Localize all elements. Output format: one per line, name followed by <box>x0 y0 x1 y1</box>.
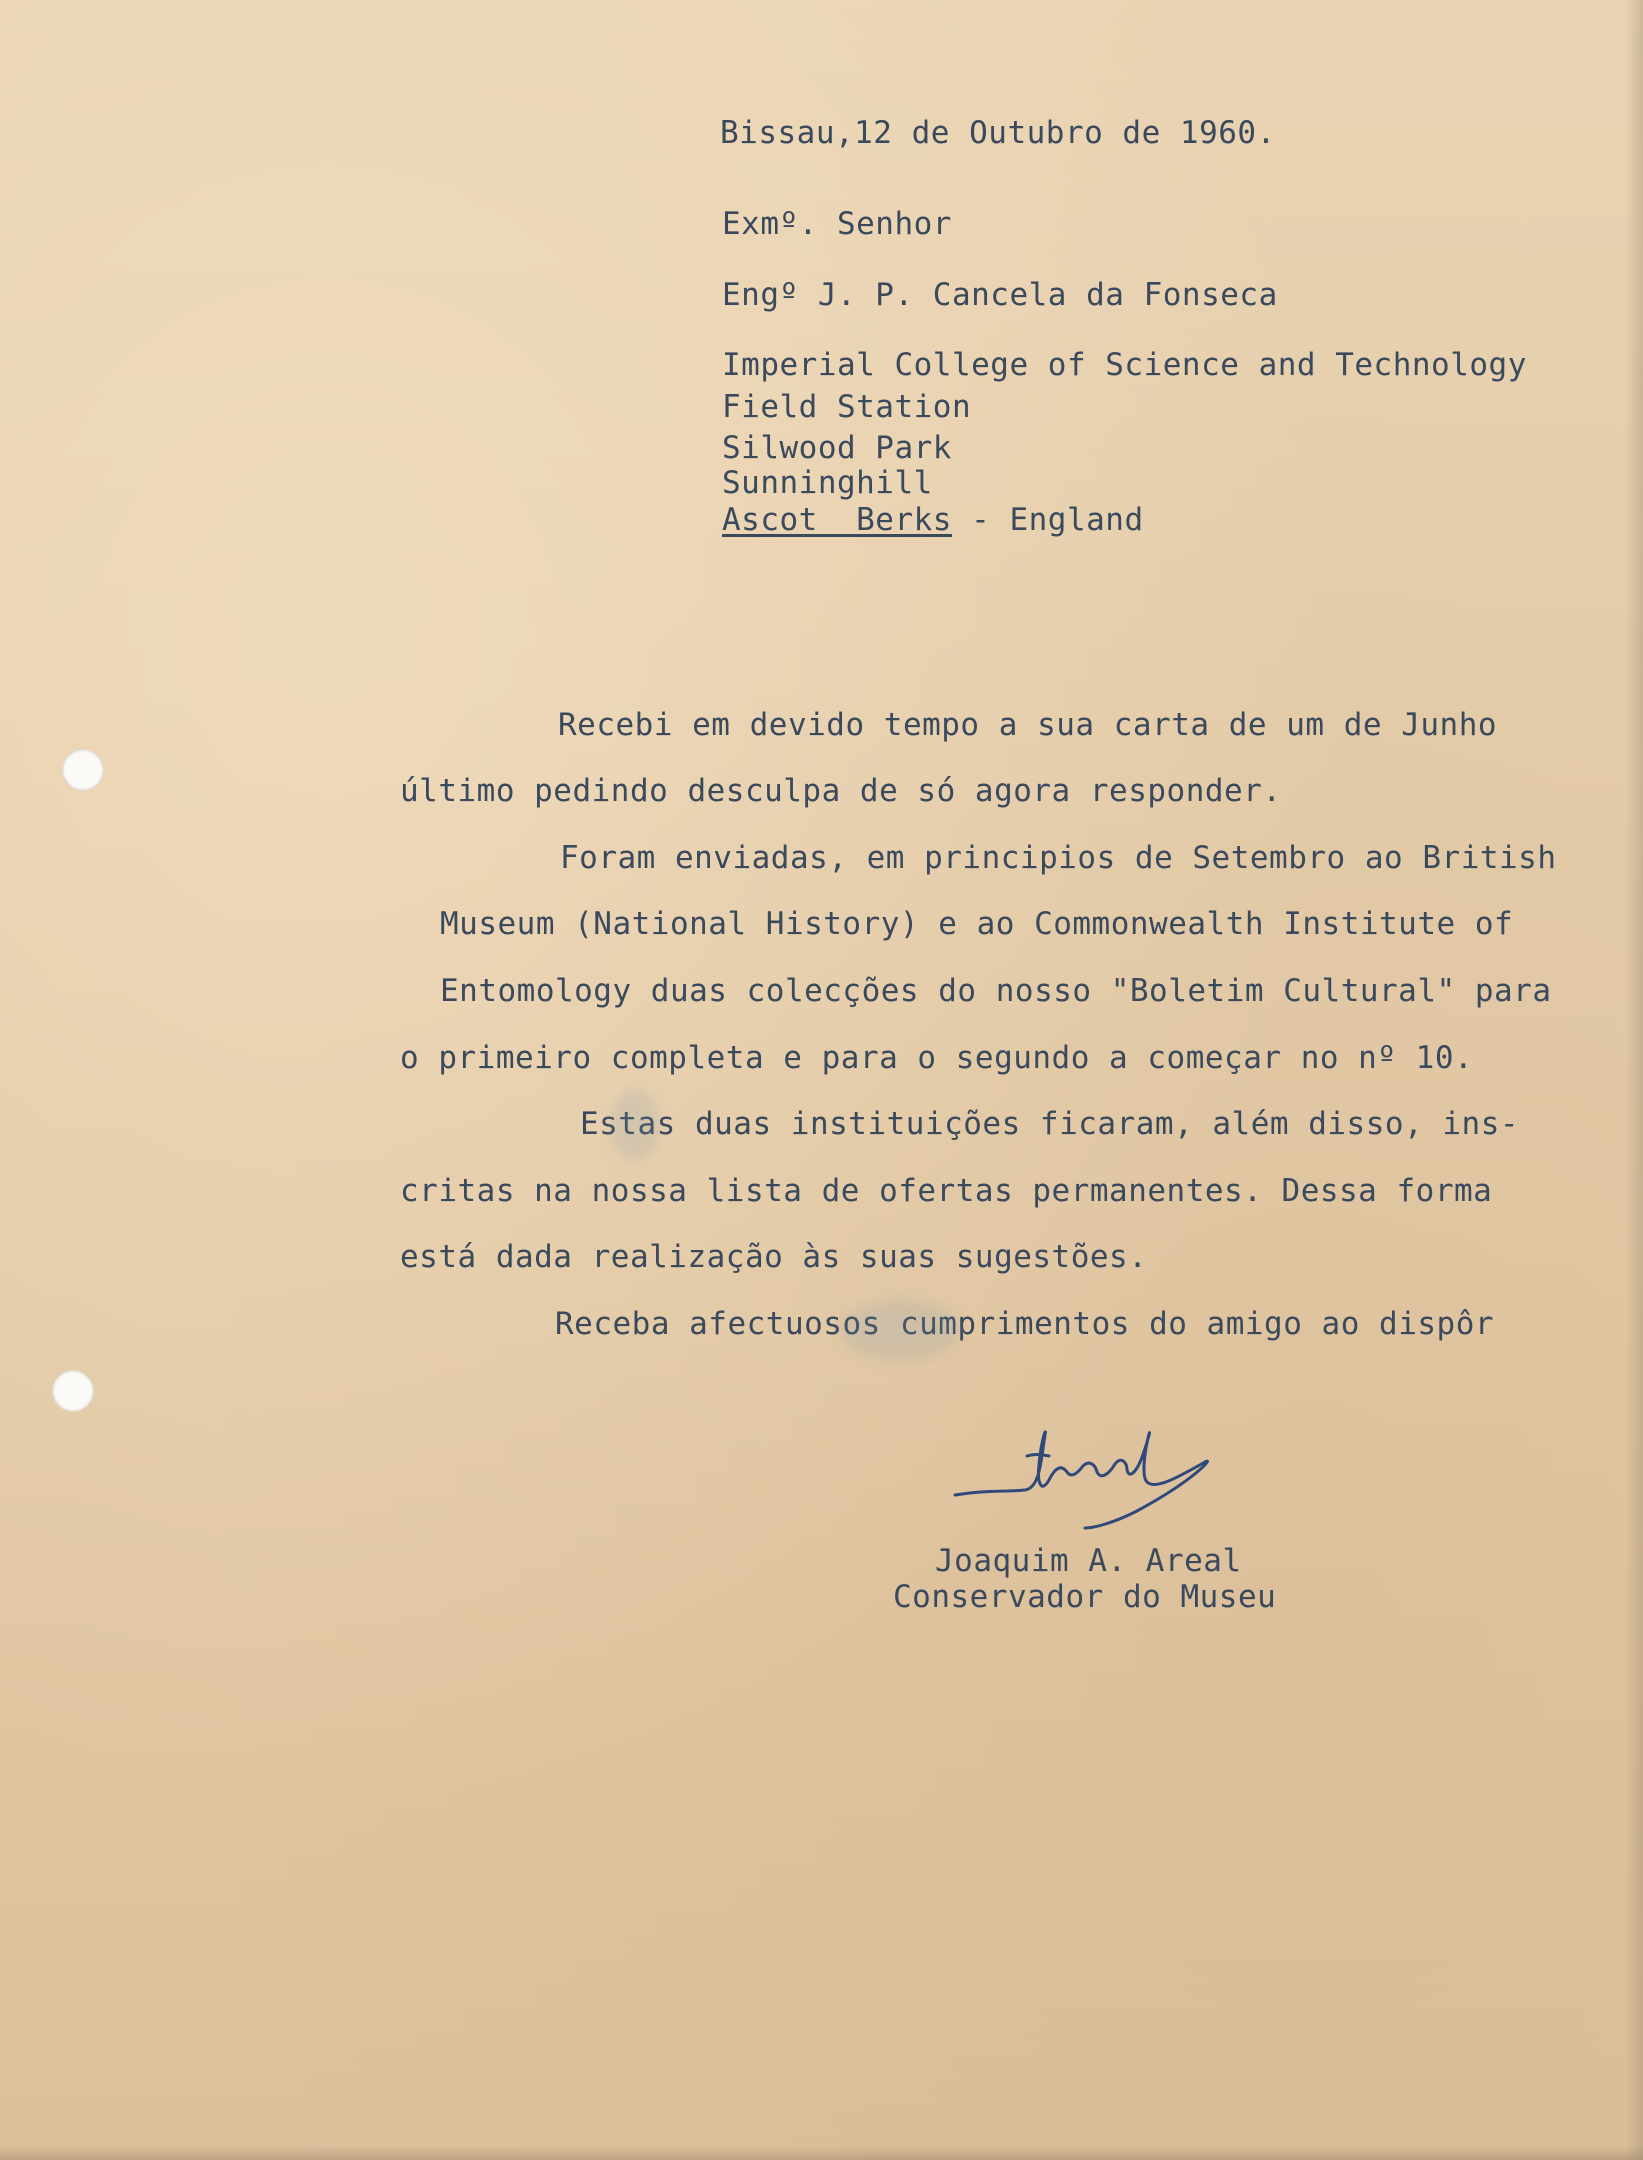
signer-name: Joaquim A. Areal <box>935 1543 1242 1579</box>
ink-smudge <box>840 1300 960 1360</box>
body-line-7: Estas duas instituições ficaram, além disso, ins- <box>580 1106 1520 1142</box>
punch-hole-bottom <box>52 1370 94 1412</box>
recipient-address-line-4: Sunninghill <box>722 465 933 501</box>
paper-edge-right <box>1625 0 1643 2160</box>
recipient-address-line-1: Imperial College of Science and Technology <box>722 347 1527 383</box>
body-line-10: Receba afectuosos cumprimentos do amigo ao dispôr <box>555 1306 1495 1342</box>
salutation: Exmº. Senhor <box>722 206 952 242</box>
body-line-2: último pedindo desculpa de só agora responder. <box>400 773 1282 809</box>
paper-edge-bottom <box>0 2146 1643 2160</box>
ink-smudge <box>610 1090 660 1160</box>
body-line-3: Foram enviadas, em principios de Setembro ao British <box>560 840 1557 876</box>
date-line: Bissau,12 de Outubro de 1960. <box>720 115 1276 151</box>
recipient-country: - England <box>951 502 1144 538</box>
body-line-9: está dada realização às suas sugestões. <box>400 1239 1148 1275</box>
body-line-6: o primeiro completa e para o segundo a começar no nº 10. <box>400 1040 1474 1076</box>
recipient-place: Ascot Berks <box>722 502 952 538</box>
body-line-4: Museum (National History) e ao Commonwealth Institute of <box>440 906 1514 942</box>
recipient-address-line-2: Field Station <box>722 389 972 425</box>
handwritten-signature <box>945 1420 1245 1540</box>
recipient-address-line-5 <box>722 502 1144 538</box>
punch-hole-top <box>62 749 104 791</box>
body-line-1: Recebi em devido tempo a sua carta de um de Junho <box>558 707 1498 743</box>
body-line-5: Entomology duas colecções do nosso "Boletim Cultural" para <box>440 973 1552 1009</box>
body-line-8: critas na nossa lista de ofertas permanentes. Dessa forma <box>400 1173 1493 1209</box>
recipient-address-line-3: Silwood Park <box>722 430 952 466</box>
signer-title: Conservador do Museu <box>893 1579 1277 1615</box>
recipient-name: Engº J. P. Cancela da Fonseca <box>722 277 1278 313</box>
